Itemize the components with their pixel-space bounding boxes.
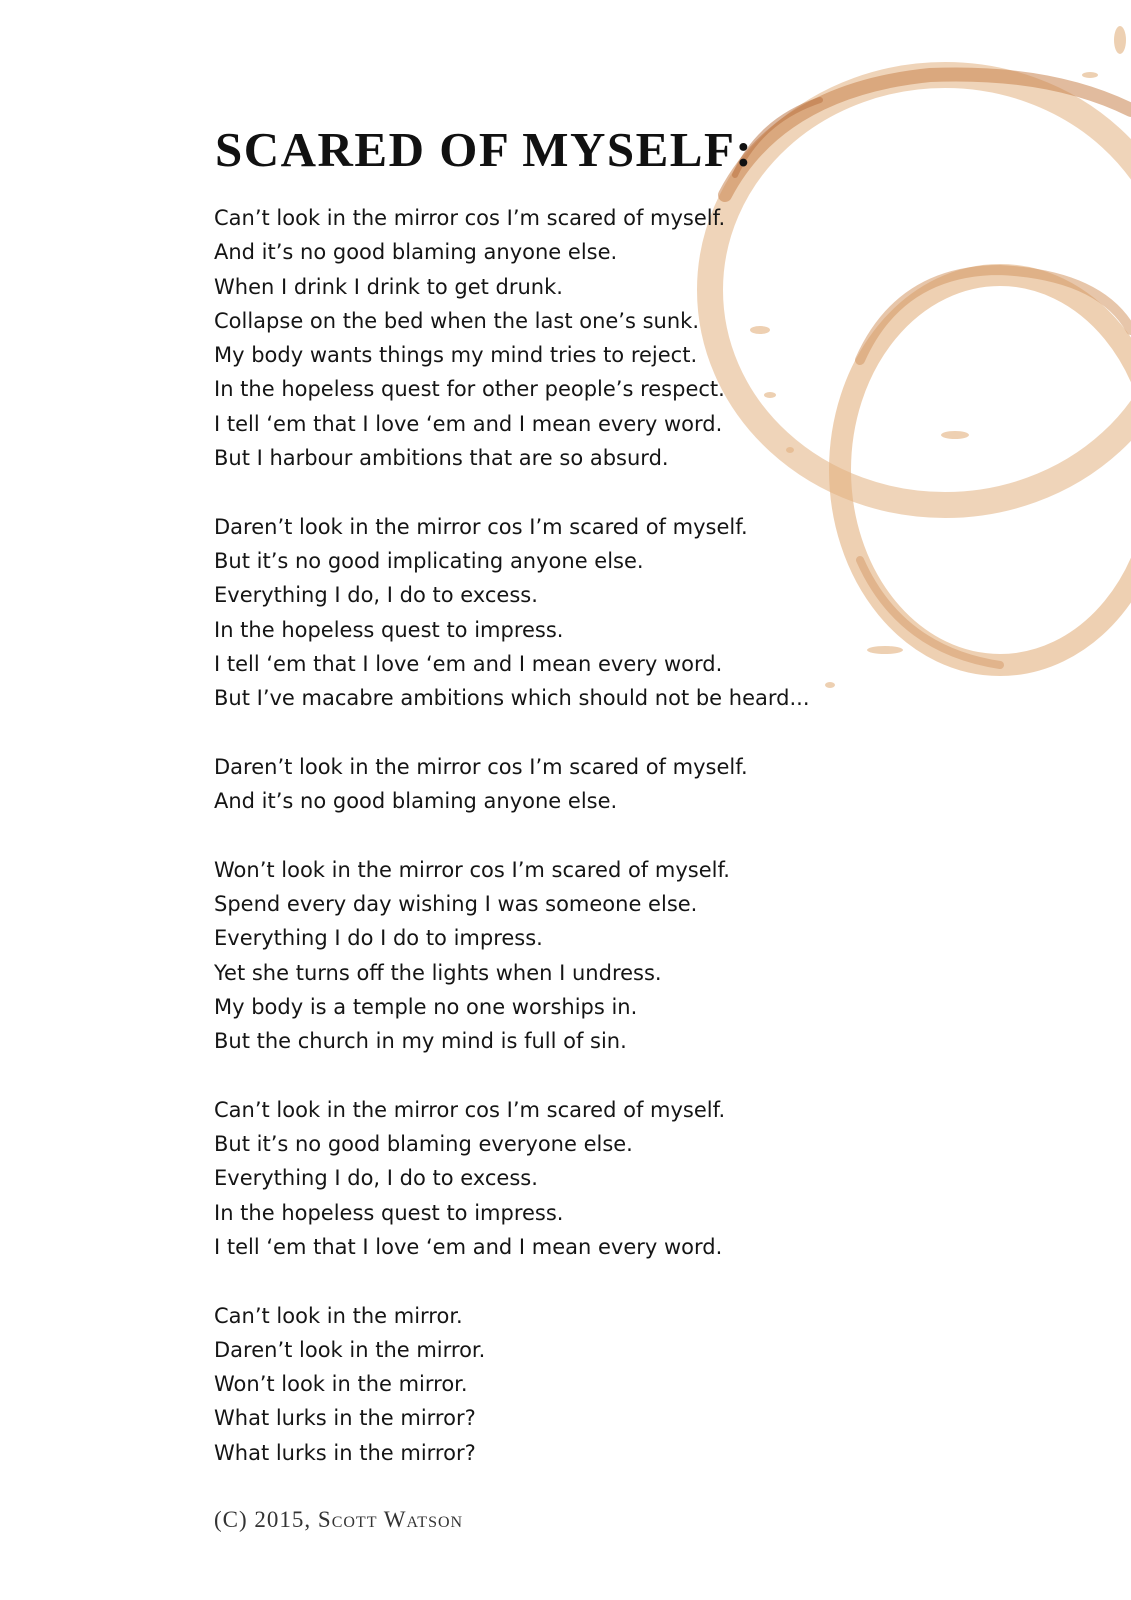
poem-line: Can’t look in the mirror. xyxy=(214,1303,463,1328)
poem-line: I tell ‘em that I love ‘em and I mean every word. xyxy=(214,1234,723,1259)
poem-line: Won’t look in the mirror. xyxy=(214,1372,468,1397)
poem-line: But the church in my mind is full of sin. xyxy=(214,1029,627,1054)
poem-line: Spend every day wishing I was someone else. xyxy=(214,891,698,916)
poem-line: Everything I do, I do to excess. xyxy=(214,1166,538,1191)
poem-line: Daren’t look in the mirror. xyxy=(214,1337,486,1362)
poem-line: But it’s no good blaming everyone else. xyxy=(214,1132,633,1157)
stanza xyxy=(214,1093,1034,1264)
stanza xyxy=(214,510,1034,716)
poem-line: In the hopeless quest for other people’s respect. xyxy=(214,377,725,402)
stanza xyxy=(214,1299,1034,1470)
poem-line: But it’s no good implicating anyone else. xyxy=(214,548,644,573)
poem-line: I tell ‘em that I love ‘em and I mean every word. xyxy=(214,411,723,436)
poem-line: I tell ‘em that I love ‘em and I mean every word. xyxy=(214,651,723,676)
poem-line: In the hopeless quest to impress. xyxy=(214,1200,564,1225)
poem-title: SCARED OF MYSELF: xyxy=(215,122,754,177)
stanza xyxy=(214,853,1034,1059)
poem-line: In the hopeless quest to impress. xyxy=(214,617,564,642)
poem-line: My body wants things my mind tries to reject. xyxy=(214,343,698,368)
copyright-notice: (C) 2015, Scott Watson xyxy=(214,1507,464,1532)
poem-line: When I drink I drink to get drunk. xyxy=(214,274,563,299)
stanza xyxy=(214,750,1034,819)
poem-body xyxy=(214,201,1034,1504)
poem-line: Can’t look in the mirror cos I’m scared of myself. xyxy=(214,206,726,230)
poem-line: Daren’t look in the mirror cos I’m scared of myself. xyxy=(214,754,748,779)
stanza xyxy=(214,201,1034,475)
poem-line: Yet she turns off the lights when I undress. xyxy=(214,960,662,985)
poem-line: Can’t look in the mirror cos I’m scared of myself. xyxy=(214,1097,726,1122)
poem-line: Everything I do I do to impress. xyxy=(214,926,543,951)
poem-line: And it’s no good blaming anyone else. xyxy=(214,789,618,814)
poem-line: And it’s no good blaming anyone else. xyxy=(214,240,618,265)
poem-line: Daren’t look in the mirror cos I’m scared of myself. xyxy=(214,514,748,539)
poem-line: What lurks in the mirror? xyxy=(214,1440,476,1465)
poem-line: Collapse on the bed when the last one’s sunk. xyxy=(214,308,699,333)
poem-line: But I harbour ambitions that are so absurd. xyxy=(214,446,669,471)
poem-line: What lurks in the mirror? xyxy=(214,1406,476,1431)
poem-line: Everything I do, I do to excess. xyxy=(214,583,538,608)
poem-line: Won’t look in the mirror cos I’m scared of myself. xyxy=(214,857,730,882)
poem-line: My body is a temple no one worships in. xyxy=(214,994,638,1019)
poem-line: But I’ve macabre ambitions which should not be heard... xyxy=(214,686,810,711)
